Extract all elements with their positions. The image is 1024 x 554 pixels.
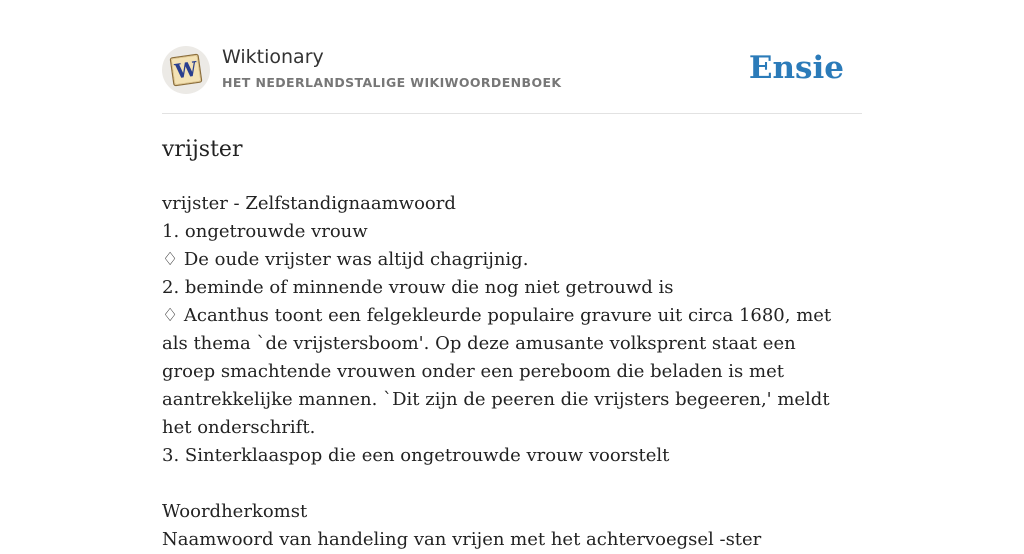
example-1: ♢ De oude vrijster was altijd chagrijnig. (162, 249, 529, 270)
wiktionary-tile-icon (162, 46, 210, 94)
definition-1: 1. ongetrouwde vrouw (162, 221, 368, 242)
ensie-logo[interactable]: Ensie (748, 50, 844, 86)
etymology-heading: Woordherkomst (162, 501, 308, 522)
definition-2: 2. beminde of minnende vrouw die nog niet getrouwd is (162, 277, 674, 298)
spacer (162, 470, 842, 498)
site-title[interactable]: Wiktionary (222, 46, 324, 68)
site-header (162, 44, 862, 96)
svg-text:W: W (173, 56, 199, 84)
entry-heading: vrijster - Zelfstandignaamwoord (162, 193, 456, 214)
site-tagline: HET NEDERLANDSTALIGE WIKIWOORDENBOEK (222, 75, 562, 90)
page-title: vrijster (162, 137, 243, 162)
definition-3: 3. Sinterklaaspop die een ongetrouwde vrouw voorstelt (162, 445, 670, 466)
entry-content (162, 190, 842, 554)
example-2: ♢ Acanthus toont een felgekleurde populaire gravure uit circa 1680, met als thema `de vrijstersboom'. Op deze amusante volksprent staat een groep smachtende vrouwen onder een pereboom die beladen is met aantrekkelijke mannen. `Dit zijn de peeren die vrijsters begeeren,' meldt het onderschrift. (162, 305, 832, 438)
wiktionary-logo[interactable] (162, 46, 210, 94)
header-divider (162, 113, 862, 114)
etymology-text: Naamwoord van handeling van vrijen met het achtervoegsel -ster (162, 529, 762, 550)
